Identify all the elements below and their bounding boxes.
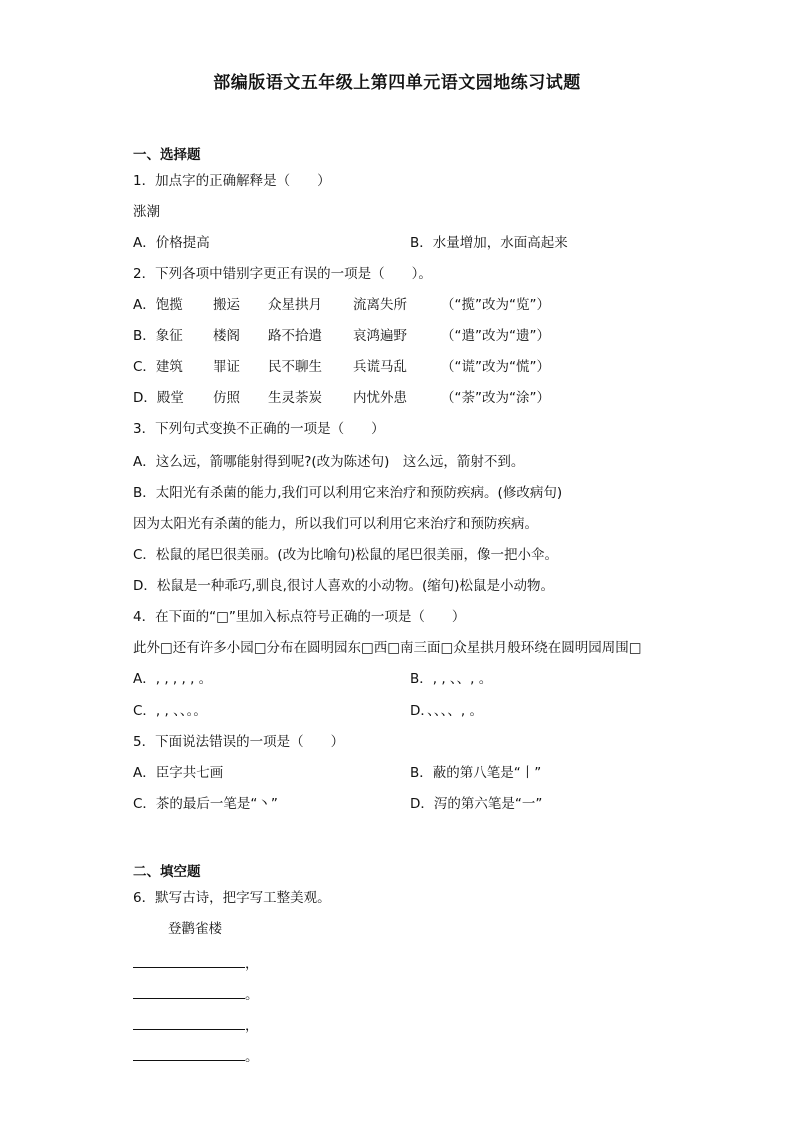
section-heading-fill-in: 二、填空题 (133, 864, 201, 880)
option-cell: 楼阁 (213, 328, 240, 344)
question-3-option-a: A．这么远，箭哪能射得到呢?(改为陈述句) 这么远，箭射不到。 (133, 454, 525, 470)
option-cell: C．建筑 (133, 359, 183, 375)
option-cell: 仿照 (213, 390, 240, 406)
poem-line-blank[interactable] (133, 953, 259, 974)
question-3-option-b: B．太阳光有杀菌的能力,我们可以利用它来治疗和预防疾病。(修改病句) (133, 485, 563, 501)
question-5-stem: 5．下面说法错误的一项是（ ） (133, 734, 345, 750)
question-5-option-c: C．茶的最后一笔是“丶” (133, 796, 278, 812)
option-cell: 众星拱月 (268, 297, 322, 313)
option-cell: （“谎”改为“慌”） (441, 359, 550, 375)
question-4-stem: 4．在下面的“□”里加入标点符号正确的一项是（ ） (133, 609, 466, 625)
option-cell: 兵谎马乱 (353, 359, 407, 375)
question-1-option-b: B．水量增加，水面高起来 (410, 235, 568, 251)
answer-blank[interactable] (133, 953, 245, 968)
poem-line-blank[interactable] (133, 1015, 259, 1036)
question-1-word: 涨潮 (133, 204, 160, 220)
question-5-option-a: A．臣字共七画 (133, 765, 224, 781)
question-4-option-c: C．, , 、、。。 (133, 703, 207, 719)
option-cell: 民不聊生 (268, 359, 322, 375)
question-2-option-row (133, 326, 550, 346)
answer-blank[interactable] (133, 984, 245, 999)
question-3-option-c: C．松鼠的尾巴很美丽。(改为比喻句)松鼠的尾巴很美丽，像一把小伞。 (133, 547, 558, 563)
question-4-sentence: 此外□还有许多小园□分布在圆明园东□西□南三面□众星拱月般环绕在圆明园周围□ (133, 640, 642, 656)
question-1-option-a: A．价格提高 (133, 235, 210, 251)
option-cell: 生灵荼炭 (268, 390, 322, 406)
question-3-option-b-continued: 因为太阳光有杀菌的能力，所以我们可以利用它来治疗和预防疾病。 (133, 516, 538, 532)
blank-punctuation: ， (245, 956, 259, 972)
option-cell: （“荼”改为“涂”） (441, 390, 550, 406)
option-cell: 路不拾遣 (268, 328, 322, 344)
option-cell: 流离失所 (353, 297, 407, 313)
question-5-option-b: B．蔽的第八笔是“丨” (410, 765, 542, 781)
option-cell: （“揽”改为“览”） (441, 297, 550, 313)
question-4-option-d: D．、、、、, 。 (410, 703, 483, 719)
option-cell: A．饱揽 (133, 297, 183, 313)
poem-line-blank[interactable] (133, 1046, 259, 1067)
question-1-stem: 1．加点字的正确解释是（ ） (133, 173, 331, 189)
question-6-stem: 6．默写古诗，把字写工整美观。 (133, 890, 331, 906)
question-4-option-b: B．, , 、、, 。 (410, 671, 493, 687)
answer-blank[interactable] (133, 1015, 245, 1030)
option-cell: 内忧外患 (353, 390, 407, 406)
section-heading-choice: 一、选择题 (133, 147, 201, 163)
option-cell: D．殿堂 (133, 390, 184, 406)
poem-title: 登鹳雀楼 (168, 921, 222, 937)
question-2-option-row (133, 357, 550, 377)
blank-punctuation: 。 (245, 987, 259, 1003)
answer-blank[interactable] (133, 1046, 245, 1061)
page-title: 部编版语文五年级上第四单元语文园地练习试题 (213, 73, 581, 93)
blank-punctuation: ， (245, 1018, 259, 1034)
question-5-option-d: D．泻的第六笔是“一” (410, 796, 543, 812)
option-cell: 哀鸿遍野 (353, 328, 407, 344)
question-4-option-a: A．, , , , , 。 (133, 671, 213, 687)
option-cell: （“遣”改为“遗”） (441, 328, 550, 344)
question-3-stem: 3．下列句式变换不正确的一项是（ ） (133, 421, 385, 437)
option-cell: 搬运 (213, 297, 240, 313)
option-cell: B．象征 (133, 328, 183, 344)
question-2-option-row (133, 295, 550, 315)
question-3-option-d: D．松鼠是一种乖巧,驯良,很讨人喜欢的小动物。(缩句)松鼠是小动物。 (133, 578, 555, 594)
question-2-stem: 2．下列各项中错别字更正有误的一项是（ ）。 (133, 266, 432, 282)
poem-line-blank[interactable] (133, 984, 259, 1005)
option-cell: 罪证 (213, 359, 240, 375)
question-2-option-row (133, 388, 550, 408)
blank-punctuation: 。 (245, 1049, 259, 1065)
